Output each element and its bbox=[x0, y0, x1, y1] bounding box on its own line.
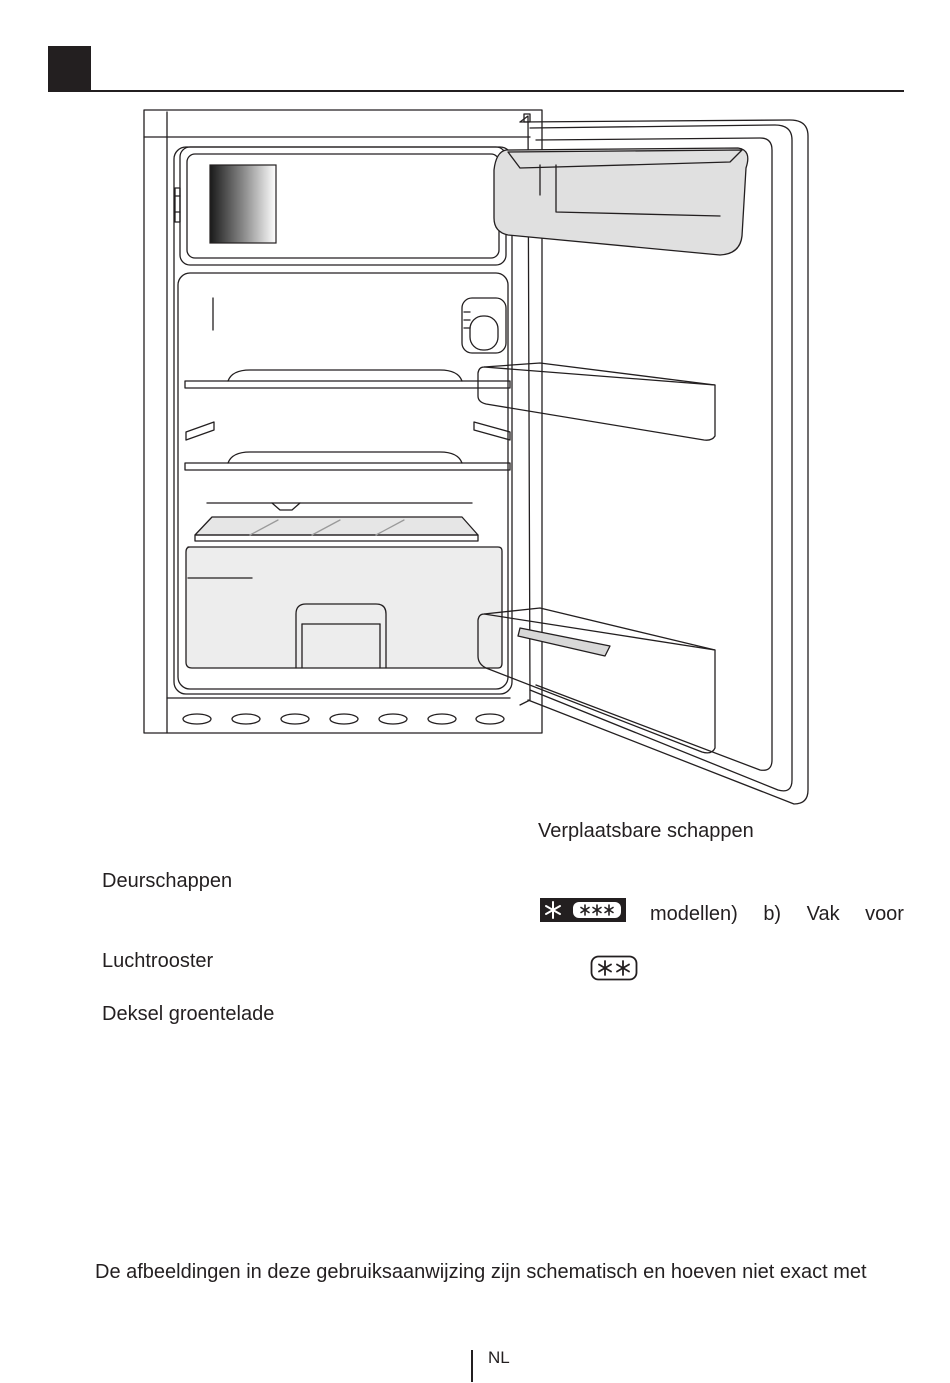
label-models-line bbox=[650, 902, 904, 926]
section-marker bbox=[48, 46, 91, 91]
header-rule bbox=[48, 90, 904, 92]
fridge-illustration bbox=[140, 108, 810, 808]
models-word: modellen) bbox=[650, 903, 738, 925]
footnote: De afbeeldingen in deze gebruiksaanwijzing zijn schematisch en hoeven niet exact met bbox=[95, 1261, 867, 1283]
label-movable-shelves: Verplaatsbare schappen bbox=[538, 820, 754, 842]
two-star-freezer-icon bbox=[590, 955, 638, 981]
item-b-word: b) bbox=[763, 903, 782, 925]
label-door-shelves: Deurschappen bbox=[102, 870, 233, 892]
three-star-freezer-icon bbox=[540, 898, 626, 922]
compartment-word: Vak bbox=[806, 903, 840, 925]
for-word: voor bbox=[865, 903, 904, 925]
label-crisper-lid: Deksel groentelade bbox=[102, 1003, 275, 1025]
footer-language-code: NL bbox=[488, 1348, 510, 1367]
label-air-grille: Luchtrooster bbox=[102, 950, 214, 972]
footer-divider bbox=[471, 1350, 473, 1382]
